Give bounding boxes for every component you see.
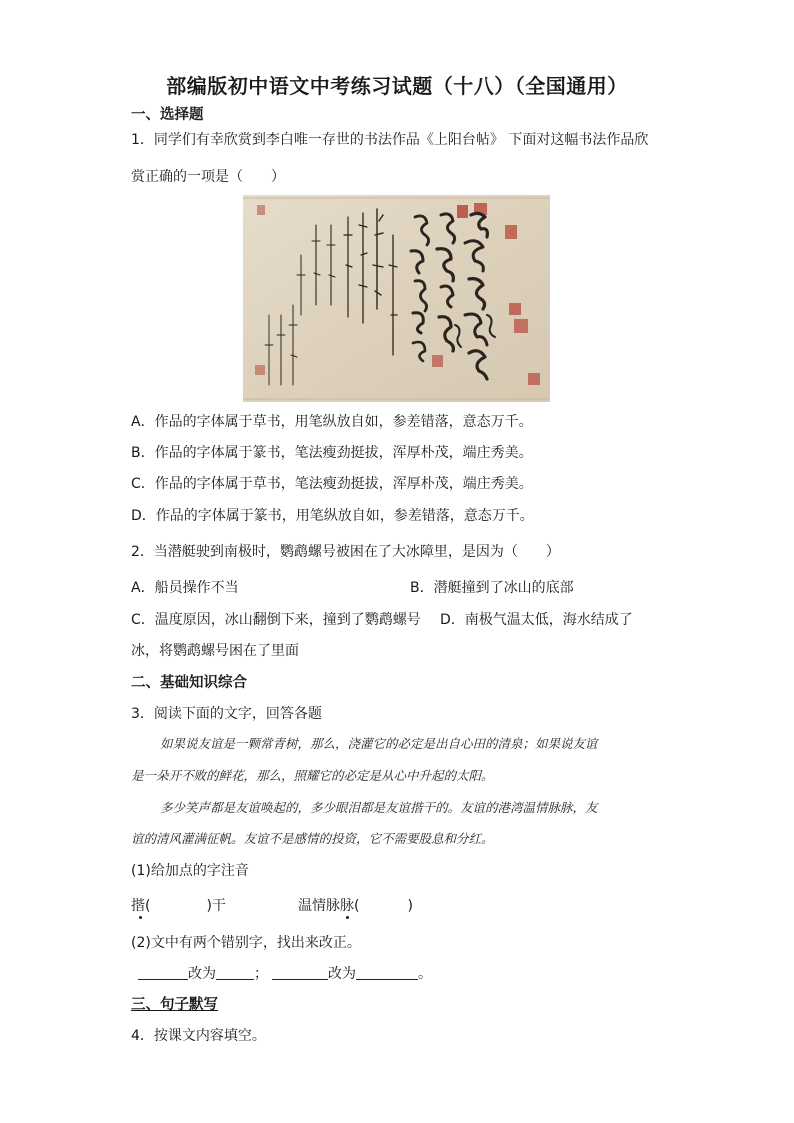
pinyin-item-1-prefix: 揩(	[131, 898, 151, 914]
seal-mark	[509, 303, 521, 315]
question-1-option-c[interactable]: C．作品的字体属于草书，笔法瘦劲挺拔，浑厚朴茂，端庄秀美。	[131, 476, 533, 492]
question-2-option-d[interactable]: D．南极气温太低，海水结成了	[440, 612, 633, 628]
question-2-option-b[interactable]: B．潜艇撞到了冰山的底部	[410, 580, 574, 596]
pinyin-item-2-word: 温情脉	[298, 898, 340, 914]
page-title: 部编版初中语文中考练习试题（十八）（全国通用）	[166, 74, 628, 98]
question-4-stem: 4．按课文内容填空。	[131, 1028, 266, 1044]
question-1-stem-line1: 1．同学们有幸欣赏到李白唯一存世的书法作品《上阳台帖》 下面对这幅书法作品欣	[131, 132, 649, 148]
seal-mark	[257, 205, 265, 215]
seal-mark	[528, 373, 540, 385]
passage-paragraph-1-line2: 是一朵开不败的鲜花，那么，照耀它的必定是从心中升起的太阳。	[131, 768, 494, 783]
calligraphy-image	[243, 195, 550, 402]
correction-end: 。	[418, 966, 432, 982]
question-3-stem: 3．阅读下面的文字，回答各题	[131, 706, 322, 722]
passage-paragraph-1-line1: 如果说友谊是一颗常青树，那么，浇灌它的必定是出自心田的清泉；如果说友谊	[160, 736, 598, 751]
seal-mark	[514, 319, 528, 333]
question-2-option-d-continued[interactable]: 冰，将鹦鹉螺号困在了里面	[131, 643, 299, 659]
seal-mark	[505, 225, 517, 239]
pinyin-item-1	[131, 895, 226, 915]
question-3-sub-1: (1)给加点的字注音	[131, 863, 249, 879]
correction-word-2: 改为	[328, 966, 356, 982]
section-heading-basics: 二、基础知识综合	[131, 675, 247, 691]
pinyin-item-2-open: (	[354, 898, 360, 914]
pinyin-item-2-close: )	[407, 898, 413, 914]
passage-paragraph-2-line2: 谊的清风灌满征帆。友谊不是感情的投资，它不需要股息和分红。	[131, 831, 494, 846]
paper-background	[243, 195, 550, 402]
correction-row	[138, 963, 432, 983]
pinyin-item-1-suffix: )干	[206, 898, 226, 914]
question-3-sub-2: (2)文中有两个错别字，找出来改正。	[131, 935, 361, 951]
question-1-option-b[interactable]: B．作品的字体属于篆书，笔法瘦劲挺拔，浑厚朴茂，端庄秀美。	[131, 445, 533, 461]
question-1-option-d[interactable]: D．作品的字体属于篆书，用笔纵放自如，参差错落，意态万千。	[131, 508, 534, 524]
wrong-char-blank-2[interactable]	[272, 965, 328, 980]
seal-mark	[432, 355, 443, 367]
question-2-option-a[interactable]: A．船员操作不当	[131, 580, 239, 596]
correction-word-1: 改为	[188, 966, 216, 982]
question-2-stem: 2．当潜艇驶到南极时，鹦鹉螺号被困在了大冰障里，是因为（ ）	[131, 544, 560, 560]
question-1-option-a[interactable]: A．作品的字体属于草书，用笔纵放自如，参差错落，意态万千。	[131, 414, 533, 430]
seal-mark	[255, 365, 265, 375]
section-heading-recitation: 三、句子默写	[131, 997, 218, 1013]
question-1-stem-line2: 赏正确的一项是（ ）	[131, 169, 285, 185]
passage-paragraph-2-line1: 多少笑声都是友谊唤起的，多少眼泪都是友谊揩干的。友谊的港湾温情脉脉，友	[160, 800, 598, 815]
section-heading-choice: 一、选择题	[131, 107, 204, 123]
seal-mark	[457, 205, 468, 218]
wrong-char-blank-1[interactable]	[138, 965, 188, 980]
pinyin-item-2-dotted-char: 脉	[340, 898, 354, 914]
pinyin-item-2	[298, 895, 413, 915]
correct-char-blank-2[interactable]	[356, 965, 418, 980]
question-2-option-c[interactable]: C．温度原因，冰山翻倒下来，撞到了鹦鹉螺号	[131, 612, 421, 628]
correct-char-blank-1[interactable]	[216, 965, 254, 980]
correction-separator: ；	[254, 966, 268, 982]
